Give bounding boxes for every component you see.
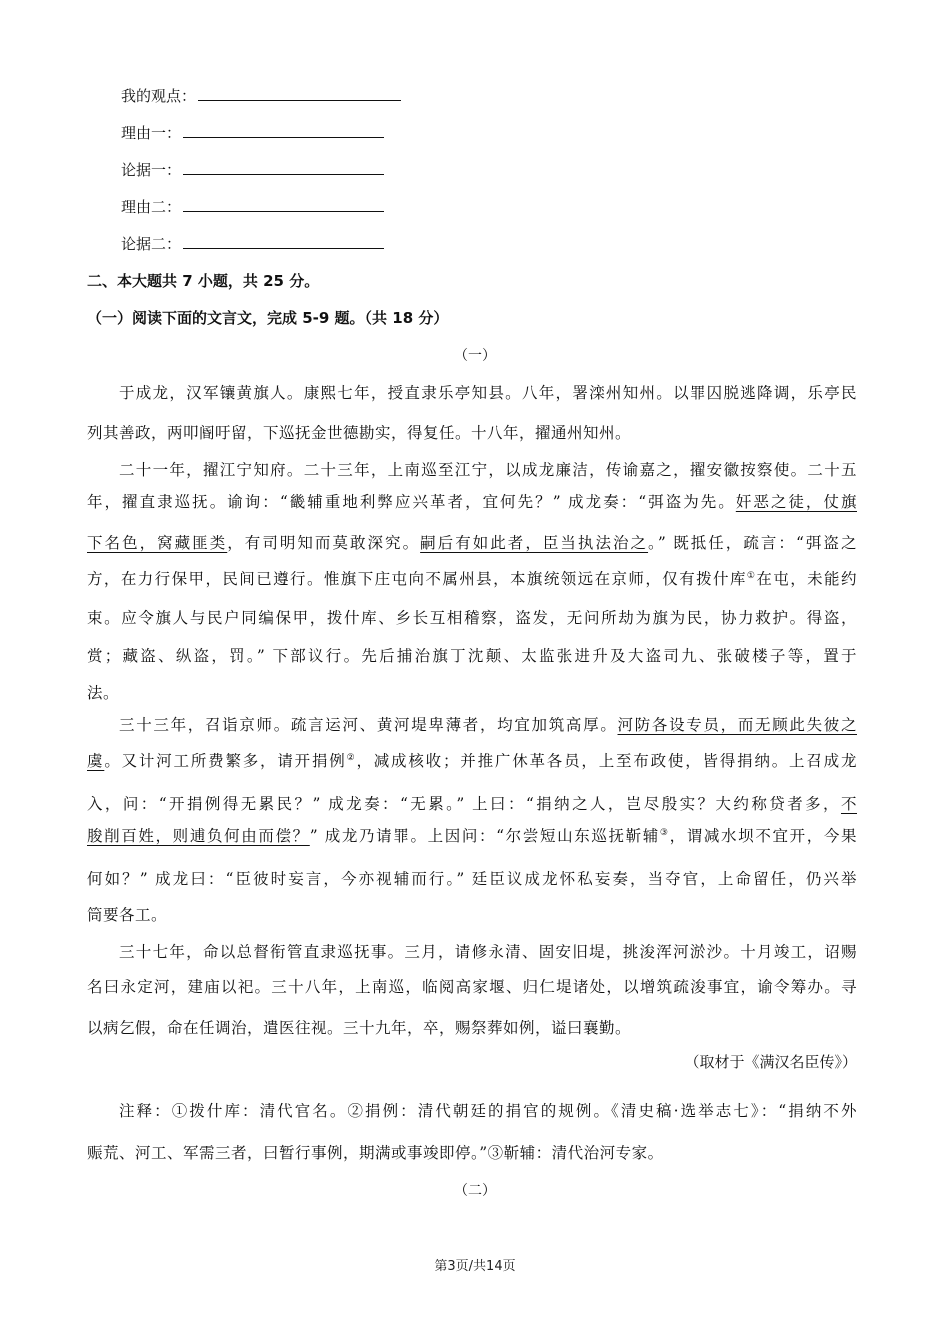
passage-line: 年，擢直隶巡抚。谕询：“畿辅重地利弊应兴革者，宜何先？” 成龙奏：“弭盗为先。奸恶之徒，仗旗 bbox=[87, 493, 857, 511]
passage-line: 于成龙，汉军镶黄旗人。康熙七年，授直隶乐亭知县。八年，署滦州知州。以罪囚脱逃降调，乐亭民 bbox=[119, 384, 857, 402]
page-number: 第3页/共14页 bbox=[434, 1259, 516, 1274]
reason-one-field bbox=[121, 122, 384, 143]
field-label: 我的观点： bbox=[121, 87, 197, 105]
answer-blank[interactable] bbox=[183, 122, 384, 138]
answer-blank[interactable] bbox=[183, 196, 384, 212]
passage-line: 何如？” 成龙曰：“臣彼时妄言，今亦视辅而行。” 廷臣议成龙怀私妄奏，当夺官，上命留任，仍兴举 bbox=[87, 870, 857, 888]
passage-line: 虞。又计河工所费繁多，请开捐例②，减成核收；并推广休革各员，上至布政使，皆得捐纳。上召成龙 bbox=[87, 752, 857, 770]
passage-line: 方，在力行保甲，民间已遵行。惟旗下庄屯向不属州县，本旗统领远在京师，仅有拨什库①在屯，未能约 bbox=[87, 570, 857, 588]
footnote-mark: ② bbox=[346, 753, 357, 763]
underlined-sentence: 虞 bbox=[87, 752, 105, 770]
underlined-sentence: 下名色，窝藏匪类 bbox=[87, 534, 228, 552]
passage-line: 赏；藏盗、纵盗，罚。” 下部议行。先后捕治旗丁沈颠、太监张进升及大盗司九、张破楼子等，置于 bbox=[87, 647, 857, 665]
field-label: 论据一： bbox=[121, 161, 182, 179]
notes-line: 赈荒、河工、军需三者，曰暂行事例，期满或事竣即停。”③靳辅：清代治河专家。 bbox=[87, 1144, 664, 1162]
answer-blank[interactable] bbox=[183, 233, 384, 249]
evidence-one-field bbox=[121, 159, 384, 180]
passage-line: 名曰永定河，建庙以祀。三十八年，上南巡，临阅高家堰、归仁堤诸处，以增筑疏浚事宜，谕令筹办。寻 bbox=[87, 978, 857, 996]
reason-two-field bbox=[121, 196, 384, 217]
field-label: 论据二： bbox=[121, 235, 182, 253]
passage-line: 下名色，窝藏匪类，有司明知而莫敢深究。嗣后有如此者，臣当执法治之。” 既抵任，疏言：“弭盗之 bbox=[87, 534, 857, 552]
passage-line: 三十三年，召诣京师。疏言运河、黄河堤卑薄者，均宜加筑高厚。河防各设专员，而无顾此失彼之 bbox=[119, 716, 857, 734]
passage-line: 二十一年，擢江宁知府。二十三年，上南巡至江宁，以成龙廉洁，传谕嘉之，擢安徽按察使。二十五 bbox=[119, 461, 857, 479]
underlined-sentence: 奸恶之徒，仗旗 bbox=[735, 493, 857, 511]
underlined-sentence: 朘削百姓，则逋负何由而偿？ bbox=[87, 827, 310, 845]
passage-line: 列其善政，两叩阍吁留，下巡抚金世德勘实，得复任。十八年，擢通州知州。 bbox=[87, 424, 632, 442]
field-label: 理由一： bbox=[121, 124, 182, 142]
part-two-marker: （二） bbox=[454, 1183, 496, 1199]
passage-line: 入，问：“开捐例得无累民？” 成龙奏：“无累。” 上曰：“捐纳之人，岂尽殷实？大约称贷者多，不 bbox=[87, 795, 857, 813]
answer-blank[interactable] bbox=[183, 159, 384, 175]
underlined-sentence: 河防各设专员，而无顾此失彼之 bbox=[617, 716, 857, 734]
underlined-sentence: 不 bbox=[840, 795, 857, 813]
source-citation: （取材于《满汉名臣传》） bbox=[684, 1053, 857, 1071]
notes-line: 注释：①拨什库：清代官名。②捐例：清代朝廷的捐官的规例。《清史稿·选举志七》：“捐纳不外 bbox=[119, 1102, 857, 1120]
evidence-two-field bbox=[121, 233, 384, 254]
field-label: 理由二： bbox=[121, 198, 182, 216]
underlined-sentence: 嗣后有如此者，臣当执法治之 bbox=[420, 534, 649, 552]
passage-line: 筒要各工。 bbox=[87, 906, 168, 924]
my-viewpoint-field bbox=[121, 85, 401, 106]
passage-line: 朘削百姓，则逋负何由而偿？” 成龙乃请罪。上因问：“尔尝短山东巡抚靳辅③，谓减水坝不宜开，今果 bbox=[87, 827, 857, 845]
part-one-marker: （一） bbox=[454, 348, 496, 364]
subsection-heading: （一）阅读下面的文言文，完成 5-9 题。（共 18 分） bbox=[87, 309, 449, 327]
passage-line: 三十七年，命以总督衔管直隶巡抚事。三月，请修永清、固安旧堤，挑浚浑河淤沙。十月竣工，诏赐 bbox=[119, 943, 857, 961]
answer-blank[interactable] bbox=[198, 85, 401, 101]
passage-line: 法。 bbox=[87, 684, 120, 702]
footnote-mark: ① bbox=[746, 571, 757, 581]
footnote-mark: ③ bbox=[659, 828, 670, 838]
passage-line: 以病乞假，命在任调治，遣医往视。三十九年，卒，赐祭葬如例，谥曰襄勤。 bbox=[87, 1019, 632, 1037]
section-heading: 二、本大题共 7 小题，共 25 分。 bbox=[87, 272, 320, 290]
passage-line: 束。应令旗人与民户同编保甲，拨什库、乡长互相稽察，盗发，无问所劫为旗为民，协力救护。得盗， bbox=[87, 609, 857, 627]
